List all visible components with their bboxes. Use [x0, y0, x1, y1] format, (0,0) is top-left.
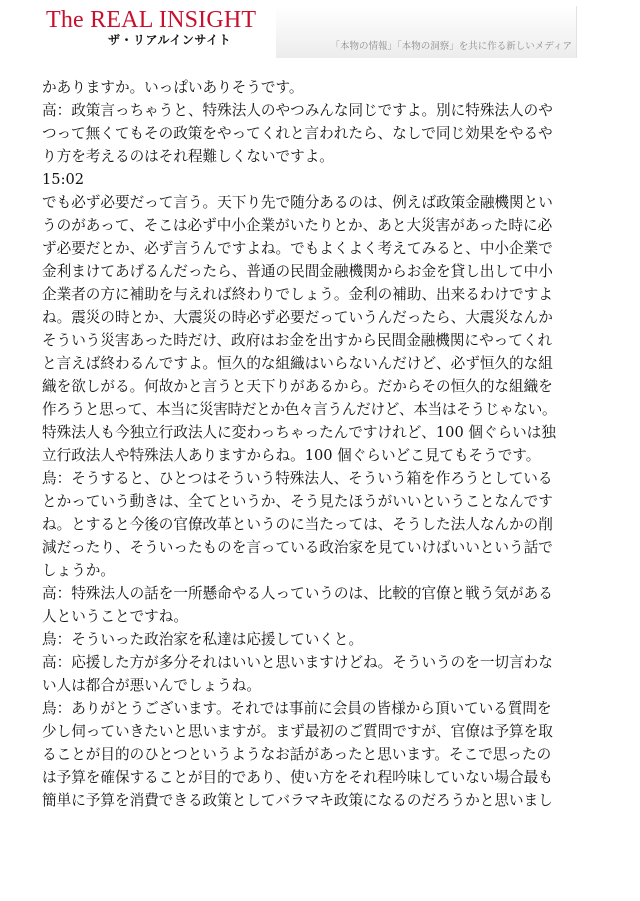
transcript-line: 作ろうと思って、本当に災害時だとか色々言うんだけど、本当はそうじゃない。 [42, 401, 557, 418]
transcript-line: とかっていう動きは、全てというか、そう見たほうがいいということなんです [42, 493, 553, 510]
transcript-line: 高：特殊法人の話を一所懸命やる人っていうのは、比較的官僚と戦う気がある [42, 585, 553, 602]
logo-text: The REAL INSIGHT [46, 7, 257, 33]
site-header [0, 0, 640, 70]
transcript-line: かありますか。いっぱいありそうです。 [42, 79, 304, 96]
transcript-line: ず必要だとか、必ず言うんですよね。でもよくよく考えてみると、中小企業で [42, 240, 553, 257]
transcript-line: つって無くてもその政策をやってくれと言われたら、なしで同じ効果をやるや [42, 125, 553, 142]
transcript-line: ることが目的のひとつというようなお話があったと思います。そこで思ったの [42, 746, 552, 763]
transcript-line: 鳥：そういった政治家を私達は応援していくと。 [42, 631, 364, 648]
transcript-line: 鳥：ありがとうございます。それでは事前に会員の皆様から頂いている質問を [42, 700, 552, 717]
transcript-line: は予算を確保することが目的であり、使い方をそれ程吟味していない場合最も [42, 769, 553, 786]
tagline-text: 「本物の情報」「本物の洞察」を共に作る新しいメディア [330, 41, 572, 52]
transcript-line: 織を欲しがる。何故かと言うと天下りがあるから。だからその恒久的な組織を [42, 378, 553, 395]
transcript-line: うのがあって、そこは必ず中小企業がいたりとか、あと大災害があった時に必 [42, 217, 553, 234]
transcript-line: 人ということですね。 [42, 608, 188, 625]
timestamp: 15:02 [42, 171, 85, 188]
transcript-line: 減だったり、そういったものを言っている政治家を見ていけばいいという話で [42, 539, 553, 556]
transcript-line: しょうか。 [42, 562, 115, 579]
transcript-line: り方を考えるのはそれ程難しくないですよ。 [42, 148, 334, 165]
tagline-banner [276, 6, 577, 58]
transcript-line: ね。とすると今後の官僚改革というのに当たっては、そうした法人なんかの削 [42, 516, 553, 533]
transcript-line: い人は都合が悪いんでしょうね。 [42, 677, 261, 694]
transcript-line: 立行政法人や特殊法人ありますからね。100 個ぐらいどこ見てもそうです。 [42, 447, 541, 464]
site-logo[interactable] [46, 6, 278, 54]
transcript-line: 鳥：そうすると、ひとつはそういう特殊法人、そういう箱を作ろうとしている [42, 470, 553, 487]
transcript-line: 高：政策言っちゃうと、特殊法人のやつみんな同じですよ。別に特殊法人のや [42, 102, 553, 119]
transcript-body [42, 76, 622, 812]
transcript-line: 簡単に予算を消費できる政策としてバラマキ政策になるのだろうかと思いまし [42, 792, 553, 809]
logo-subtitle: ザ・リアルインサイト [108, 33, 232, 47]
transcript-line: 特殊法人も今独立行政法人に変わっちゃったんですけれど、100 個ぐらいは独 [42, 424, 556, 441]
transcript-line: そういう災害あった時だけ、政府はお金を出すから民間金融機関にやってくれ [42, 332, 553, 349]
transcript-line: 企業者の方に補助を与えれば終わりでしょう。金利の補助、出来るわけですよ [42, 286, 553, 303]
transcript-line: 金利まけてあげるんだったら、普通の民間金融機関からお金を貸し出して中小 [42, 263, 553, 280]
transcript-line: 少し伺っていきたいと思いますが。まず最初のご質問ですが、官僚は予算を取 [42, 723, 553, 740]
transcript-line: 高：応援した方が多分それはいいと思いますけどね。そういうのを一切言わな [42, 654, 553, 671]
transcript-line: ね。震災の時とか、大震災の時必ず必要だっていうんだったら、大震災なんか [42, 309, 553, 326]
transcript-line: と言えば終わるんですよ。恒久的な組織はいらないんだけど、必ず恒久的な組 [42, 355, 553, 372]
transcript-line: でも必ず必要だって言う。天下り先で随分あるのは、例えば政策金融機関とい [42, 194, 553, 211]
